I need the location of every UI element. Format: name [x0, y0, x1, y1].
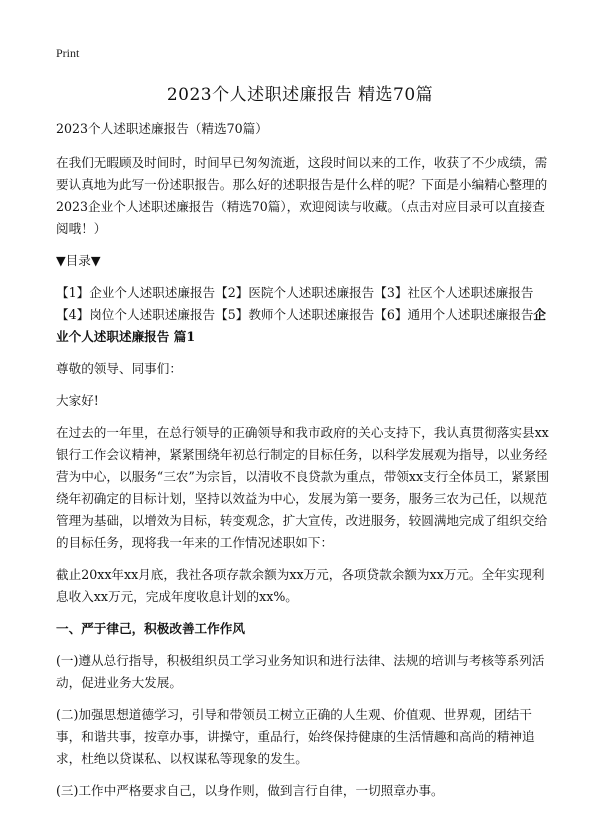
document-subtitle: 2023个人述职述廉报告（精选70篇） [56, 121, 268, 136]
document-title: 2023个人述职述廉报告 精选70篇 [166, 85, 434, 105]
list-item-2: (二)加强思想道德学习，引导和带领员工树立正确的人生观、价值观、世界观，团结干事，和谐共事，按章办事，讲操守，重品行，始终保持健康的生活情趣和高尚的精神追求，杜绝以贷谋私、以权谋私等现象的发生。 [56, 707, 535, 766]
toc-heading: ▼目录▼ [56, 253, 101, 268]
body-paragraph-2: 截止20xx年xx月底，我社各项存款余额为xx万元，各项贷款余额为xx万元。全年实现利息收入xx万元，完成年度收息计划的xx%。 [56, 567, 545, 604]
first-article-title: 企业个人述职述廉报告 篇1 [56, 307, 547, 344]
document-body [56, 118, 552, 812]
body-paragraph-1: 在过去的一年里，在总行领导的正确领导和我市政府的关心支持下，我认真贯彻落实县xx银行工作会议精神，紧紧围绕年初总行制定的目标任务，以科学发展观为指导，以业务经营为中心，以服务“三农”为宗旨，以清收不良贷款为重点，带领xx支行全体员工，紧紧围绕年初确定的目标计划，坚持以效益为中心，发展为第一要务，服务三农为己任，以规范管理为基础，以增效为目标，转变观念，扩大宣传，改进服务，较圆满地完成了组织交给的目标任务，现将我一年来的工作情况述职如下： [56, 425, 550, 550]
table-of-contents [56, 282, 552, 348]
intro-paragraph: 在我们无暇顾及时间时，时间早已匆匆流逝，这段时间以来的工作，收获了不少成绩，需要认真地为此写一份述职报告。那么好的述职报告是什么样的呢？下面是小编精心整理的2023企业个人述职述廉报告（精选70篇），欢迎阅读与收藏。（点击对应目录可以直接查阅哦！） [56, 155, 548, 236]
list-item-3: (三)工作中严格要求自己，以身作则，做到言行自律，一切照章办事。 [56, 783, 444, 798]
section-heading-1: 一、严于律己，积极改善工作作风 [56, 621, 245, 636]
print-label[interactable]: Print [56, 46, 80, 60]
toc-links[interactable]: 【1】企业个人述职述廉报告【2】医院个人述职述廉报告【3】社区个人述职述廉报告【4】岗位个人述职述廉报告【5】教师个人述职述廉报告【6】通用个人述职述廉报告 [56, 285, 534, 322]
salutation: 尊敬的领导、同事们： [56, 361, 182, 376]
list-item-1: (一)遵从总行指导，积极组织员工学习业务知识和进行法律、法规的培训与考核等系列活动，促进业务大发展。 [56, 653, 545, 690]
greeting: 大家好! [56, 393, 99, 408]
